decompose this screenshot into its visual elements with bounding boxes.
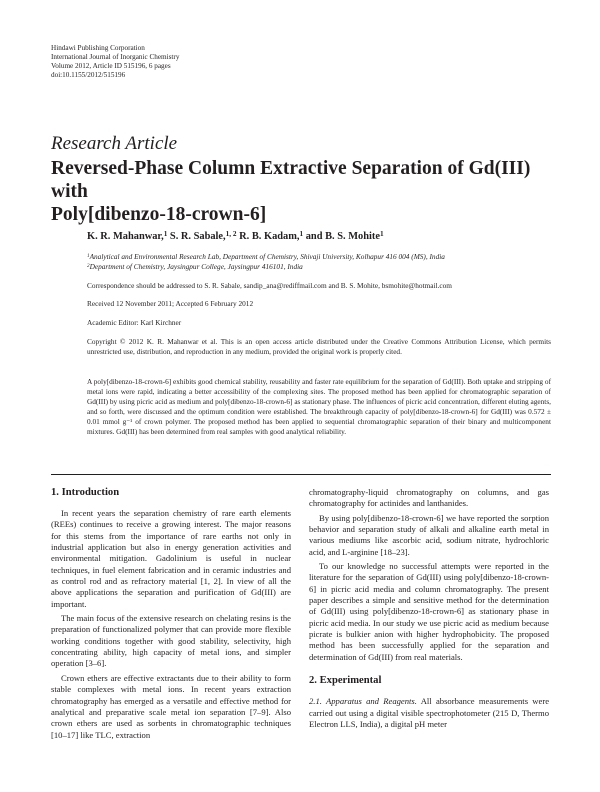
paragraph: To our knowledge no successful attempts were reported in the literature for the separation of Gd(III) using poly[dibenzo-18-crown-6] in picric acid media and column chromatography. The present paper describes a simple and sensitive method for the determination of Gd(III) using poly[dibenzo-18-crown-6] as stationary phase in picric acid media. In our study we use picric acid as medium because picrate is bulkier anion with higher hydrophobicity. The proposed method has been successfully applied for the separation and determination of Gd(III) from real materials. — [309, 561, 549, 662]
author-name: R. B. Kadam, — [236, 231, 300, 242]
left-column — [51, 487, 291, 741]
journal-name: International Journal of Inorganic Chemistry — [51, 53, 180, 61]
affiliation-text: Department of Chemistry, Jaysingpur College, Jaysingpur 416101, India — [89, 262, 303, 271]
paragraph — [309, 696, 549, 730]
author-affil-mark: 1 — [163, 230, 168, 239]
author-affil-mark: 1 — [299, 230, 304, 239]
subsection-heading: 2.1. Apparatus and Reagents. — [309, 696, 417, 707]
received-accepted-dates: Received 12 November 2011; Accepted 6 February 2012 — [87, 299, 254, 308]
title-line-1: Reversed-Phase Column Extractive Separation of Gd(III) with — [51, 158, 531, 202]
doi: doi:10.1155/2012/515196 — [51, 71, 126, 79]
affiliations — [87, 252, 551, 272]
affiliation-2 — [87, 262, 551, 272]
correspondence: Correspondence should be addressed to S. R. Sabale, sandip_ana@rediffmail.com and B. S. Mohite, bsmohite@hotmail.com — [87, 281, 452, 290]
affil-mark: 1 — [87, 253, 90, 260]
abstract: A poly[dibenzo-18-crown-6] exhibits good chemical stability, reusability and faster rate equilibrium for the separation of Gd(III). Both uptake and stripping of metal ions were rapid, indicating a better accessibility of the complexing sites. The proposed method has been applied for chromatographic separation of Gd(III) by using picric acid as medium and poly[dibenzo-18-crown-6] as stationary phase. The influences of picric acid concentration, different eluting agents, and so forth, were discussed and the optimum condition were established. The breakthrough capacity of poly[dibenzo-18-crown-6] for Gd(III) was 0.572 ± 0.01 mmol g⁻¹ of crown polymer. The proposed method has been applied to sequential chromatographic separation of their binary and multicomponent mixtures. Gd(III) has been determined from real samples with good analytical reliability. — [87, 377, 551, 436]
author-name: K. R. Mahanwar, — [87, 231, 164, 242]
volume-info: Volume 2012, Article ID 515196, 6 pages — [51, 62, 171, 70]
divider-rule — [51, 474, 551, 475]
publisher-name: Hindawi Publishing Corporation — [51, 44, 145, 52]
paper-title — [51, 157, 551, 226]
affil-mark: 2 — [87, 263, 90, 270]
right-column — [309, 487, 549, 730]
paragraph: The main focus of the extensive research on chelating resins is the preparation of functionalized polymer that can provide more flexible working conditions together with good stability, selectivity, high concentrating ability, high capacity of metal ions, and simpler operation [3–6]. — [51, 613, 291, 669]
author-name: and B. S. Mohite — [303, 231, 380, 242]
section-heading-introduction: 1. Introduction — [51, 487, 120, 498]
author-list — [87, 232, 551, 242]
section-heading-experimental: 2. Experimental — [309, 675, 382, 687]
author-name: S. R. Sabale, — [167, 231, 226, 242]
academic-editor: Academic Editor: Karl Kirchner — [87, 318, 182, 327]
author-affil-mark: 1, 2 — [225, 230, 237, 239]
title-line-2: Poly[dibenzo-18-crown-6] — [51, 204, 267, 225]
article-type: Research Article — [51, 133, 178, 154]
paragraph: By using poly[dibenzo-18-crown-6] we have reported the sorption behavior and separation study of alkali and alkaline earth metal in various mediums like ascorbic acid, sodium nitrate, hydrochloric acid, and L-arginine [18–23]. — [309, 512, 549, 557]
paragraph: Crown ethers are effective extractants due to their ability to form stable complexes with metal ions. In recent years extraction chromatography has emerged as a versatile and effective method for analytical and preparative scale metal ion separation [7–9]. Also crown ethers are used as sorbents in chromatographic techniques [10–17] like TLC, extraction — [51, 672, 291, 740]
paragraph: chromatography-liquid chromatography on columns, and gas chromatography for actinides and lanthanides. — [309, 487, 549, 509]
copyright-notice: Copyright © 2012 K. R. Mahanwar et al. This is an open access article distributed under the Creative Commons Attribution License, which permits unrestricted use, distribution, and reproduction in any medium, provided the original work is properly cited. — [87, 337, 551, 356]
author-affil-mark: 1 — [379, 230, 384, 239]
journal-header — [51, 44, 179, 80]
paragraph-text: All absorbance measurements were carried out using a digital visible spectrophotometer (215 D, Thermo Electron LLS, India), a digital pH meter — [309, 696, 550, 729]
affiliation-1 — [87, 252, 551, 262]
affiliation-text: Analytical and Environmental Research Lab, Department of Chemistry, Shivaji University, Kolhapur 416 004 (MS), India — [89, 252, 445, 261]
paragraph: In recent years the separation chemistry of rare earth elements (REEs) continues to receive a growing interest. The major reasons for this stems from the importance of rare earths not only in industrial application but also in energy generation activities and environmental mitigation. Gadolinium is useful in nuclear techniques, in fuel element fabrication and in ceramic industries and as control rod and as refractory material [1, 2]. In view of all the above applications the separation and purification of Gd(III) are important. — [51, 508, 291, 609]
